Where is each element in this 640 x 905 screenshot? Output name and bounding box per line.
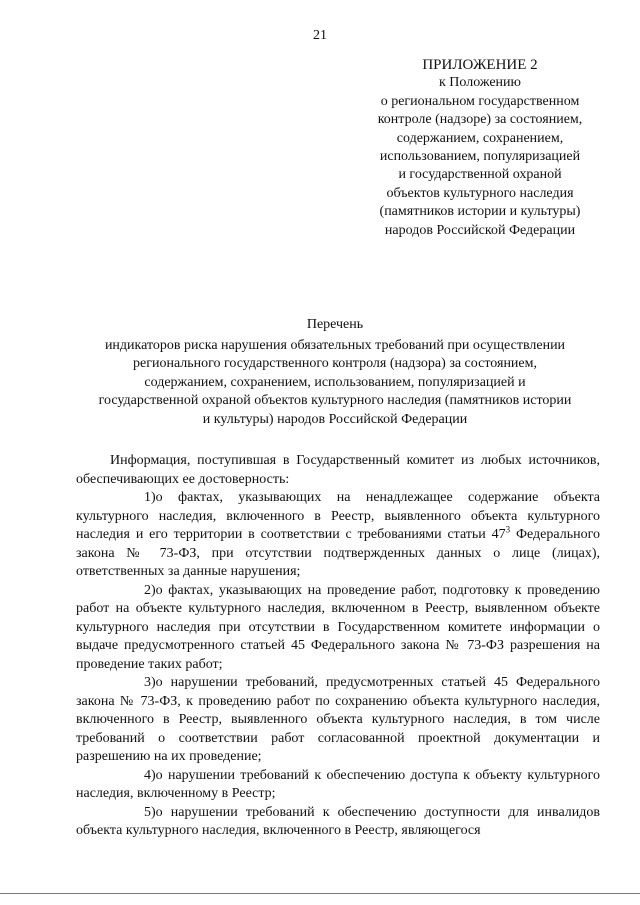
heading-line: и культуры) народов Российской Федерации: [202, 411, 468, 427]
appendix-title: ПРИЛОЖЕНИЕ 2: [422, 57, 538, 73]
appendix-block: [360, 56, 600, 240]
item-text: о фактах, указывающих на ненадлежащее содержание объекта культурного наследия, включенного в Реестр, выявленного объекта культурного наследия и его территории в соответствии с требованиями статьи 47: [76, 490, 600, 542]
body-text: [76, 452, 600, 841]
item-number: 3): [144, 675, 156, 690]
list-item: [76, 804, 600, 841]
appendix-line: (памятников истории и культуры): [379, 204, 581, 220]
item-number: 1): [144, 490, 156, 505]
appendix-line: содержанием, сохранением,: [396, 130, 564, 146]
heading-line: индикаторов риска нарушения обязательных требований при осуществлении: [104, 337, 566, 353]
item-text: о фактах, указывающих на проведение работ, подготовку к проведению работ на объекте культурного наследия, включенном в Реестр, выявленном объекте культурного наследия при отсутствии в Государственном комитете информации о выдаче предусмотренного статьей 45 Федерального закона № 73-ФЗ разрешения на проведение таких работ;: [76, 582, 600, 672]
item-number: 5): [144, 804, 156, 820]
item-number: 4): [144, 767, 156, 783]
page-bottom-rule: [0, 893, 640, 894]
item-number: 2): [144, 582, 156, 598]
page-number: 21: [313, 28, 327, 43]
appendix-line: о региональном государственном: [380, 93, 580, 109]
list-item: [76, 767, 600, 804]
item-superscript: 3: [505, 524, 511, 535]
item-text: о нарушении требований, предусмотренных статьей 45 Федерального закона № 73-ФЗ, к проведению работ по сохранению объекта культурного наследия, включенного в Реестр, выявленного объекта культурного наследия, в том числе требований о соответствии работ согласованной проектной документации и разрешению на их проведение;: [76, 675, 600, 764]
item-text: о нарушении требований к обеспечению доступности для инвалидов объекта культурного наследия, включенного в Реестр, являющегося: [76, 804, 600, 838]
appendix-line: контроле (надзоре) за состоянием,: [377, 112, 583, 128]
appendix-line: и государственной охраной: [398, 167, 562, 183]
heading-line: содержанием, сохранением, использованием, популяризацией и: [144, 374, 526, 390]
item-text: о нарушении требований к обеспечению доступа к объекту культурного наследия, включенному в Реестр;: [76, 767, 600, 801]
appendix-line: использованием, популяризацией: [379, 149, 581, 165]
heading-title: Перечень: [306, 317, 364, 332]
heading-line: регионального государственного контроля (надзора) за состоянием,: [133, 356, 537, 371]
appendix-line: народов Российской Федерации: [384, 222, 576, 238]
list-item: [76, 489, 600, 582]
heading-line: государственной охраной объектов культурного наследия (памятников истории: [98, 393, 572, 408]
appendix-line: к Положению: [438, 75, 521, 91]
item-text: Федерального закона № 73-ФЗ, при отсутствии подтвержденных данных о лице (лицах), ответственных за данные нарушения;: [76, 527, 600, 579]
list-heading: [70, 316, 600, 429]
appendix-line: объектов культурного наследия: [386, 185, 574, 201]
list-item: [76, 674, 600, 767]
intro-paragraph: Информация, поступившая в Государственный комитет из любых источников, обеспечивающих ее достоверность:: [76, 453, 600, 487]
list-item: [76, 582, 600, 675]
